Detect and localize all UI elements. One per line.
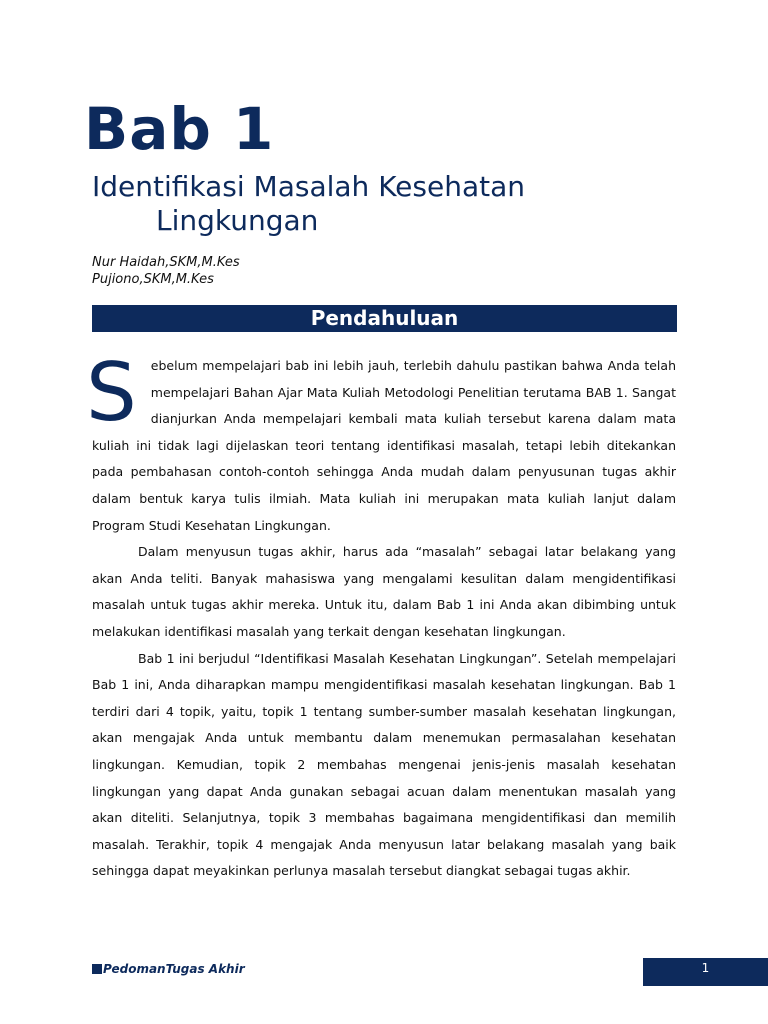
paragraph-intro-text: ebelum mempelajari bab ini lebih jauh, terlebih dahulu pastikan bahwa Anda telah mempelajari Bahan Ajar Mata Kuliah Metodologi Penelitian terutama BAB 1. Sangat dianjurkan Anda mempelajari kembali mata kuliah tersebut karena dalam mata kuliah ini tidak lagi dijelaskan teori tentang identifikasi masalah, tetapi lebih ditekankan pada pembahasan contoh-contoh sehingga Anda mudah dalam penyusunan tugas akhir dalam bentuk karya tulis ilmiah. Mata kuliah ini merupakan mata kuliah lanjut dalam Program Studi Kesehatan Lingkungan. [92,358,676,533]
body-text [86,346,676,885]
chapter-title-line2: Lingkungan [156,204,319,237]
chapter-number: Bab 1 [84,95,275,163]
paragraph-intro [86,346,676,539]
paragraph: Dalam menyusun tugas akhir, harus ada “masalah” sebagai latar belakang yang akan Anda teliti. Banyak mahasiswa yang mengalami kesulitan dalam mengidentifikasi masalah untuk tugas akhir mereka. Untuk itu, dalam Bab 1 ini Anda akan dibimbing untuk melakukan identifikasi masalah yang terkait dengan kesehatan lingkungan. [92,544,676,639]
footer-label-text: PedomanTugas Akhir [103,962,245,976]
chapter-title-line1: Identifikasi Masalah Kesehatan [92,170,525,203]
section-heading-bar [92,305,677,332]
section-heading: Pendahuluan [310,306,459,330]
page-number-box [643,958,768,986]
square-bullet-icon [92,964,102,974]
footer-label [92,962,245,976]
author-name: Pujiono,SKM,M.Kes [92,272,214,287]
paragraph: Bab 1 ini berjudul “Identifikasi Masalah Kesehatan Lingkungan”. Setelah mempelajari Bab 1 ini, Anda diharapkan mampu mengidentifikasi masalah kesehatan lingkungan. Bab 1 terdiri dari 4 topik, yaitu, topik 1 tentang sumber-sumber masalah kesehatan lingkungan, akan mengajak Anda untuk membantu dalam menemukan permasalahan kesehatan lingkungan. Kemudian, topik 2 membahas mengenai jenis-jenis masalah kesehatan lingkungan yang dapat Anda gunakan sebagai acuan dalam menentukan masalah yang akan diteliti. Selanjutnya, topik 3 membahas bagaimana mengidentifikasi dan memilih masalah. Terakhir, topik 4 mengajak Anda menyusun latar belakang masalah yang baik sehingga dapat meyakinkan perlunya masalah tersebut diangkat sebagai tugas akhir. [92,650,676,879]
chapter-title [92,170,712,238]
author-name: Nur Haidah,SKM,M.Kes [92,255,240,270]
drop-cap: S [86,346,137,439]
page-number: 1 [701,961,710,975]
author-list [92,254,240,288]
